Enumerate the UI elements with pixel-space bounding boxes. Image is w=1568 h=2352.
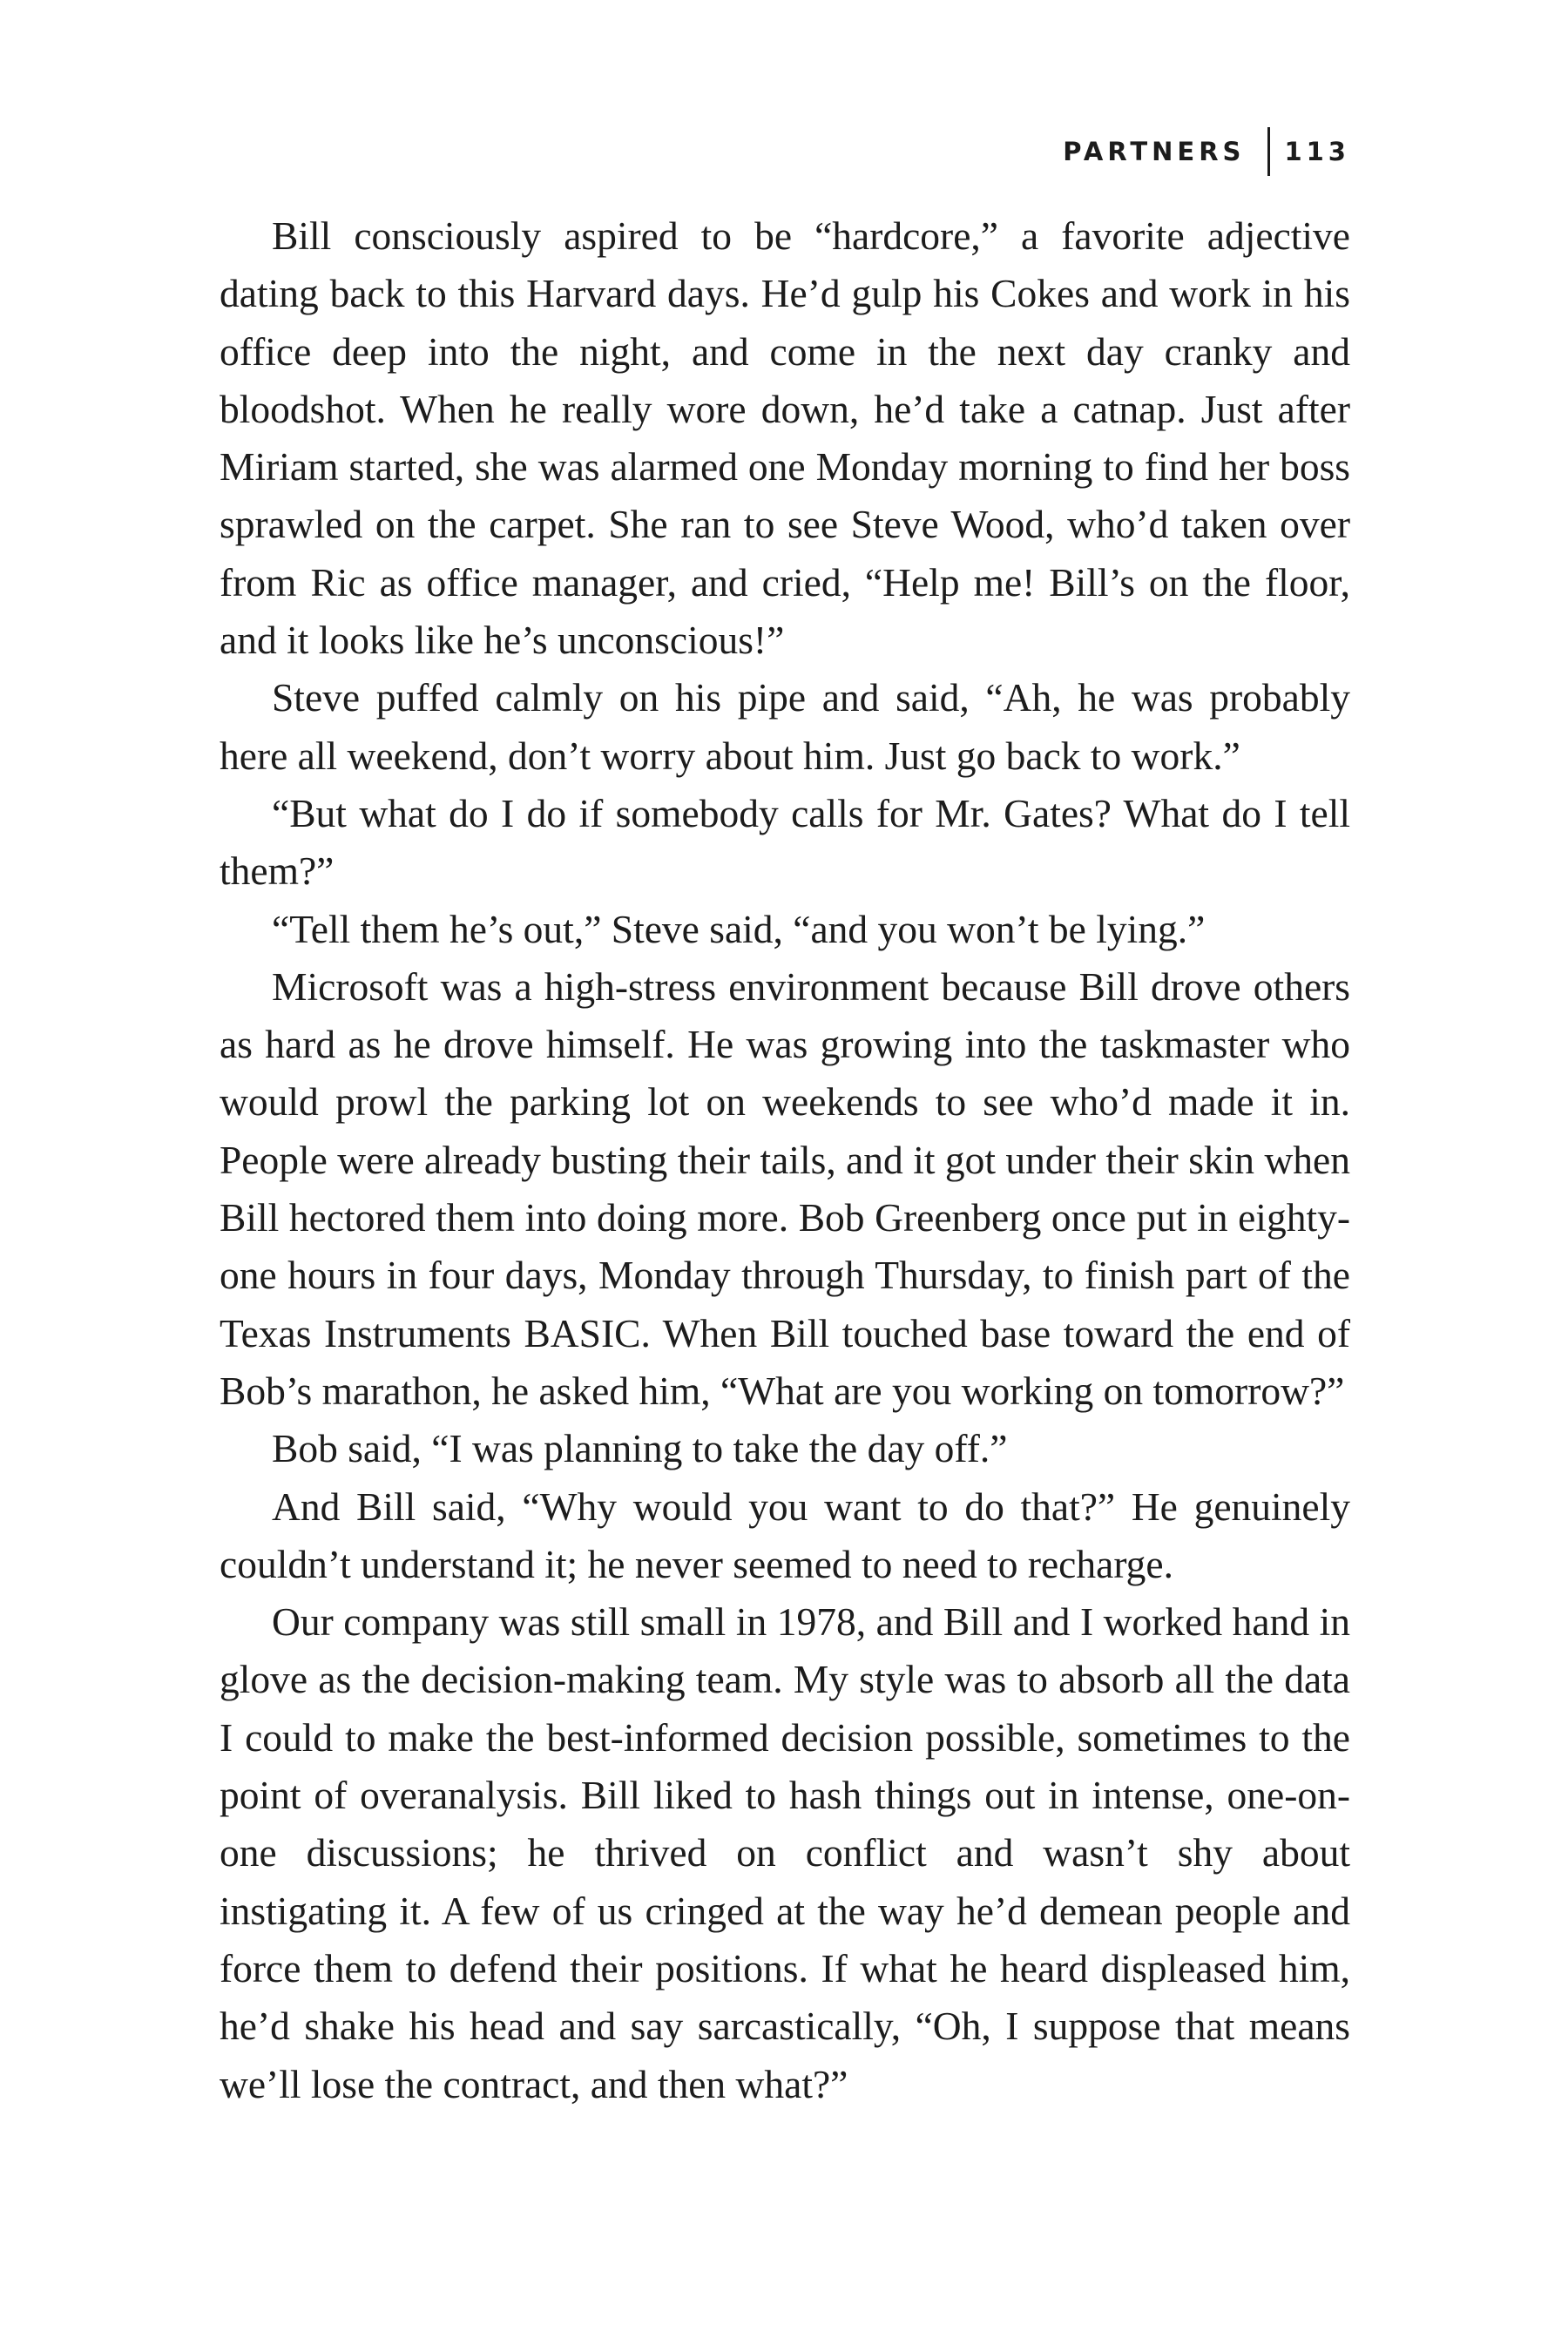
paragraph: “Tell them he’s out,” Steve said, “and you won’t be lying.” bbox=[272, 906, 1206, 951]
body-text bbox=[220, 207, 1350, 2113]
paragraph: Microsoft was a high-stress environment because Bill drove others as hard as he drove himself. He was growing into the taskmaster who would prowl the parking lot on weekends to see who’d made it in. People were already busting their tails, and it got under their skin when Bill hectored them into doing more. Bob Greenberg once put in eighty-one hours in four days, Monday through Thursday, to finish part of the Texas Instruments BASIC. When Bill touched base toward the end of Bob’s marathon, he asked him, “What are you working on tomorrow?” bbox=[220, 963, 1350, 1413]
section-title: PARTNERS bbox=[1063, 137, 1246, 166]
paragraph: Bill consciously aspired to be “hardcore,” a favorite adjective dating back to this Harvard days. He’d gulp his Cokes and work in his office deep into the night, and come in the next day cranky and bloodshot. When he really wore down, he’d take a catnap. Just after Miriam started, she was alarmed one Monday morning to find her boss sprawled on the carpet. She ran to see Steve Wood, who’d taken over from Ric as office manager, and cried, “Help me! Bill’s on the floor, and it looks like he’s unconscious!” bbox=[220, 213, 1350, 663]
paragraph: “But what do I do if somebody calls for Mr. Gates? What do I tell them?” bbox=[220, 790, 1350, 894]
page-number: 113 bbox=[1284, 137, 1350, 166]
paragraph: Bob said, “I was planning to take the day off.” bbox=[272, 1426, 1008, 1471]
paragraph: And Bill said, “Why would you want to do that?” He genuinely couldn’t understand it; he never seemed to need to recharge. bbox=[220, 1484, 1350, 1586]
running-head bbox=[1063, 129, 1350, 174]
paragraph: Steve puffed calmly on his pipe and said, “Ah, he was probably here all weekend, don’t worry about him. Just go back to work.” bbox=[220, 675, 1350, 778]
paragraph: Our company was still small in 1978, and Bill and I worked hand in glove as the decision-making team. My style was to absorb all the data I could to make the best-informed decision possible, sometimes to the point of overanalysis. Bill liked to hash things out in intense, one-on-one discussions; he thrived on conflict and wasn’t shy about instigating it. A few of us cringed at the way he’d demean people and force them to defend their positions. If what he heard displeased him, he’d shake his head and say sarcastically, “Oh, I suppose that means we’ll lose the contract, and then what?” bbox=[220, 1599, 1350, 2106]
